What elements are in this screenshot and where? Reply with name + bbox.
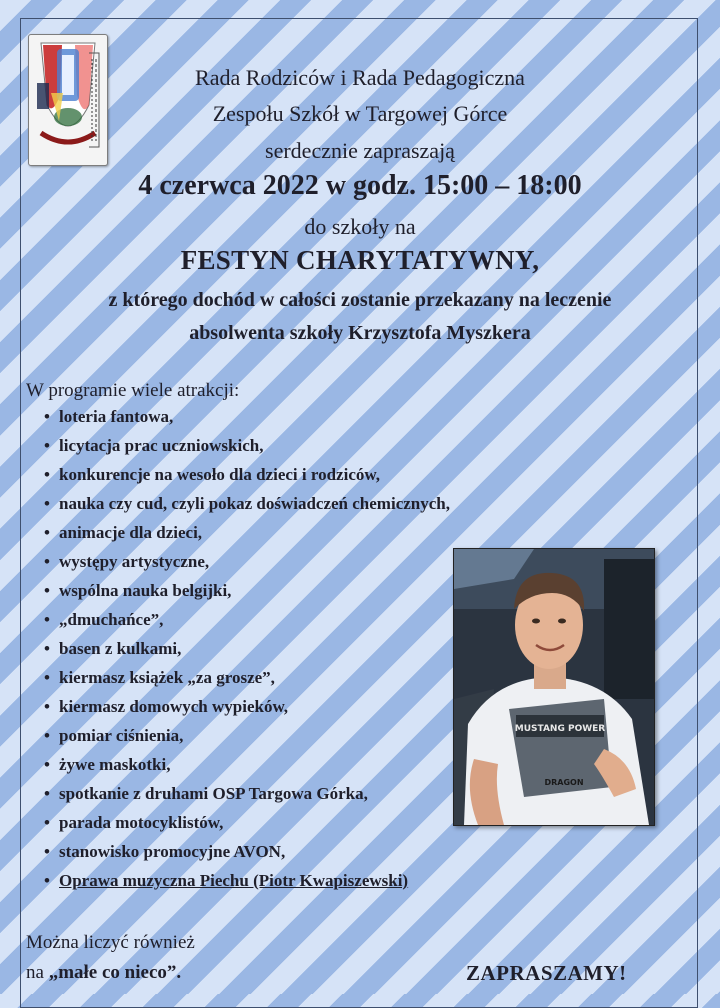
attraction-item: • basen z kulkami, bbox=[44, 634, 504, 663]
attraction-item: • pomiar ciśnienia, bbox=[44, 721, 504, 750]
organizers-line-1: Rada Rodziców i Rada Pedagogiczna bbox=[195, 65, 525, 90]
invite-closing: ZAPRASZAMY! bbox=[466, 961, 627, 985]
attraction-item: • konkurencje na wesoło dla dzieci i rodziców, bbox=[44, 460, 504, 489]
invitation-line: serdecznie zapraszają bbox=[265, 138, 455, 163]
attraction-item: • animacje dla dzieci, bbox=[44, 518, 504, 547]
event-date: 4 czerwca 2022 w godz. 15:00 – 18:00 bbox=[138, 170, 582, 201]
event-purpose-line-2: absolwenta szkoły Krzysztofa Myszkera bbox=[189, 322, 531, 344]
footer-treats: „małe co nieco”. bbox=[48, 962, 182, 983]
attraction-item-music bbox=[44, 866, 504, 895]
music-credit: Oprawa muzyczna Piechu (Piotr Kwapiszewski) bbox=[59, 871, 409, 890]
program-intro: W programie wiele atrakcji: bbox=[26, 380, 240, 401]
attraction-item: • wspólna nauka belgijki, bbox=[44, 576, 504, 605]
attraction-item: • żywe maskotki, bbox=[44, 750, 504, 779]
attraction-item: • parada motocyklistów, bbox=[44, 808, 504, 837]
student-portrait-image bbox=[454, 549, 654, 825]
footer-line-2 bbox=[26, 962, 181, 984]
student-photo bbox=[453, 548, 655, 826]
attraction-item: • loteria fantowa, bbox=[44, 402, 504, 431]
shirt-print-text-2: DRAGON bbox=[544, 778, 584, 787]
event-purpose-line-1: z którego dochód w całości zostanie przekazany na leczenie bbox=[108, 289, 612, 311]
footer-line-1: Można liczyć również bbox=[26, 932, 195, 953]
organizers-line-2: Zespołu Szkół w Targowej Górce bbox=[212, 101, 508, 126]
attraction-item: • licytacja prac uczniowskich, bbox=[44, 431, 504, 460]
attraction-item: • stanowisko promocyjne AVON, bbox=[44, 837, 504, 866]
event-title: FESTYN CHARYTATYWNY, bbox=[180, 245, 540, 275]
attraction-item: • „dmuchańce”, bbox=[44, 605, 504, 634]
event-place: do szkoły na bbox=[304, 214, 416, 239]
shirt-print-text: MUSTANG POWER bbox=[514, 724, 606, 734]
attraction-item: • kiermasz książek „za grosze”, bbox=[44, 663, 504, 692]
footer-line-2-prefix: na bbox=[26, 962, 49, 983]
attraction-item: • kiermasz domowych wypieków, bbox=[44, 692, 504, 721]
attraction-item: • występy artystyczne, bbox=[44, 547, 504, 576]
attraction-item: • spotkanie z druhami OSP Targowa Górka, bbox=[44, 779, 379, 808]
attraction-item: • nauka czy cud, czyli pokaz doświadczeń chemicznych, bbox=[44, 489, 504, 518]
attractions-list bbox=[44, 402, 504, 895]
